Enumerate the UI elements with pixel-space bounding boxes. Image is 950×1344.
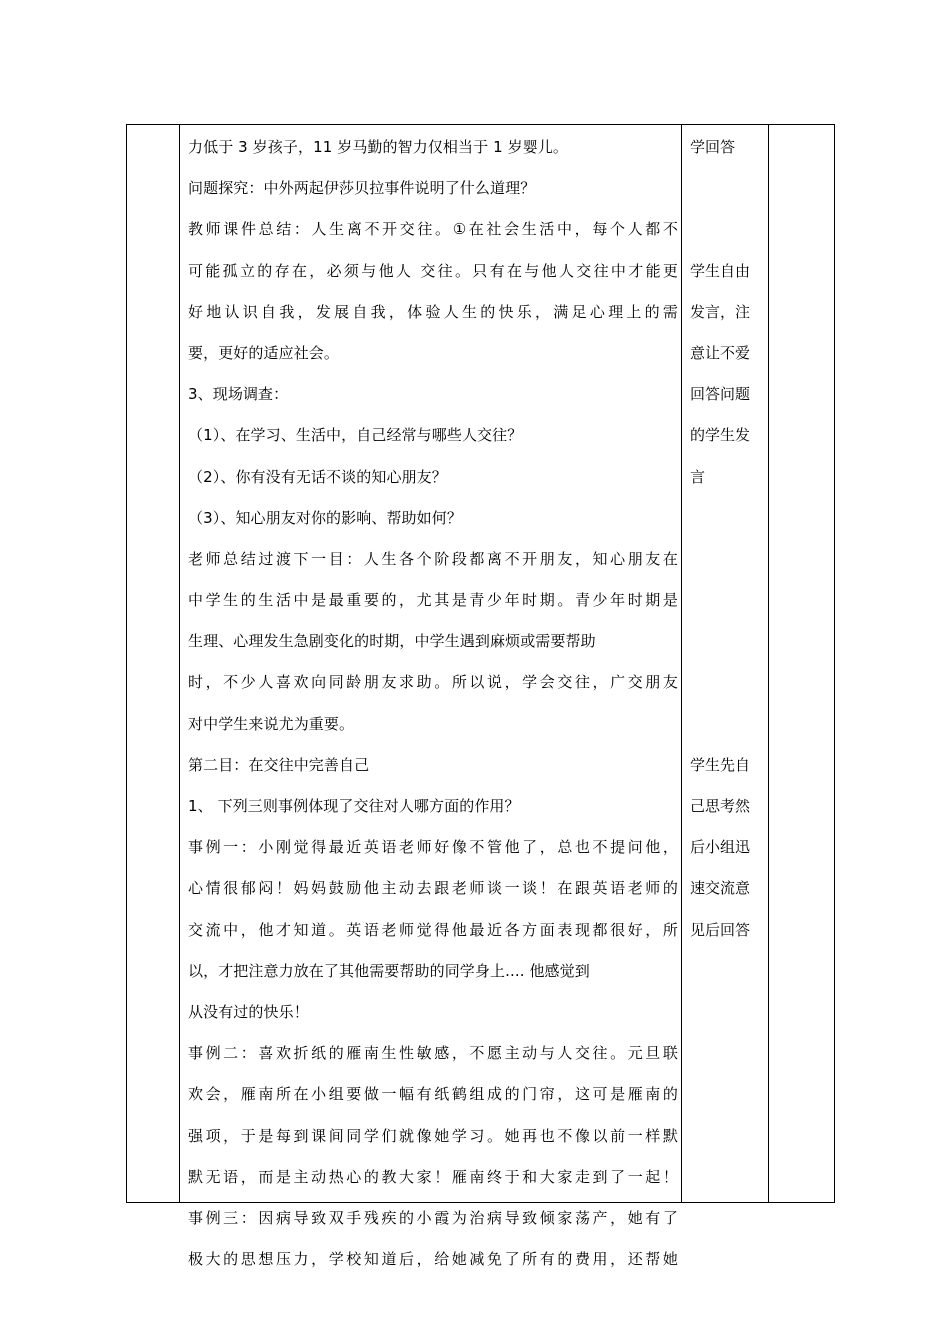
content-line: 力低于 3 岁孩子，11 岁马勤的智力仅相当于 1 岁婴儿。 [188,138,569,156]
content-line: 问题探究：中外两起伊莎贝拉事件说明了什么道理？ [188,179,536,198]
content-line: 极大的思想压力，学校知道后，给她减免了所有的费用，还帮她 [188,1250,678,1269]
activity-spacer [690,498,768,539]
content-line: 1、 下列三则事例体现了交往对人哪方面的作用？ [188,797,520,815]
content-line: 强项，于是每到课间同学们就像她学习。她再也不像以前一样默 [188,1126,678,1145]
content-line: 老师总结过渡下一目：人生各个阶段都离不开朋友，知心朋友在 [188,549,678,568]
activity-spacer [690,621,768,662]
content-line: 事例二：喜欢折纸的雁南生性敏感，不愿主动与人交往。元旦联 [188,1044,678,1063]
content-line: 从没有过的快乐！ [188,1002,309,1021]
content-line: 默无语，而是主动热心的教大家！雁南终于和大家走到了一起！ [188,1167,678,1186]
teaching-content-column [188,127,678,1280]
activity-line: 发言，注 [690,302,751,321]
activity-spacer [690,209,768,250]
lesson-table [126,124,835,1269]
content-line: 可能孤立的存在，必须与他人 交往。只有在与他人交往中才能更 [188,261,678,280]
activity-line: 学生先自 [690,755,751,774]
content-line: 中学生的生活中是最重要的，尤其是青少年时期。青少年时期是 [188,591,678,610]
content-line: （3）、知心朋友对你的影响、帮助如何？ [188,508,462,527]
activity-line: 回答问题 [690,385,751,404]
activity-line: 己思考然 [690,797,751,815]
content-line: （2）、你有没有无话不谈的知心朋友？ [188,467,447,486]
activity-spacer [690,539,768,580]
student-activity-column [690,127,768,951]
content-line: （1）、在学习、生活中，自己经常与哪些人交往？ [188,426,523,445]
content-line: 事例一：小刚觉得最近英语老师好像不管他了，总也不提问他， [188,838,678,857]
content-line: 第二目：在交往中完善自己 [188,755,370,774]
content-line: 欢会，雁南所在小组要做一幅有纸鹤组成的门帘，这可是雁南的 [188,1085,678,1104]
activity-line: 的学生发 [690,426,751,445]
activity-line: 意让不爱 [690,343,751,362]
content-line: 要，更好的适应社会。 [188,343,340,362]
column-divider-2 [681,125,682,1202]
activity-line: 言 [690,467,706,486]
content-line: 好地认识自我，发展自我，体验人生的快乐，满足心理上的需 [188,302,678,321]
content-line: 交流中，他才知道。英语老师觉得他最近各方面表现都很好，所 [188,920,678,939]
content-line: 事例三：因病导致双手残疾的小霞为治病导致倾家荡产，她有了 [188,1208,678,1227]
content-line: 心情很郁闷！妈妈鼓励他主动去跟老师谈一谈！在跟英语老师的 [188,879,678,898]
activity-spacer [690,580,768,621]
content-line: 教师课件总结：人生离不开交往。①在社会生活中，每个人都不 [188,220,678,239]
content-line: 时，不少人喜欢向同龄朋友求助。所以说，学会交往，广交朋友 [188,673,678,692]
column-divider-3 [768,125,769,1202]
activity-spacer [690,168,768,209]
content-line: 以，才把注意力放在了其他需要帮助的同学身上.... 他感觉到 [188,961,590,980]
activity-spacer [690,704,768,745]
activity-line: 速交流意 [690,879,751,898]
activity-spacer [690,662,768,703]
content-line: 生理、心理发生急剧变化的时期，中学生遇到麻烦或需要帮助 [188,632,596,651]
column-divider-1 [179,125,180,1202]
activity-line: 学生自由 [690,261,751,280]
activity-line: 学回答 [690,138,736,156]
content-line: 对中学生来说尤为重要。 [188,714,355,733]
activity-line: 后小组迅 [690,838,751,857]
content-line: 3、现场调查： [188,385,289,404]
activity-line: 见后回答 [690,920,751,939]
